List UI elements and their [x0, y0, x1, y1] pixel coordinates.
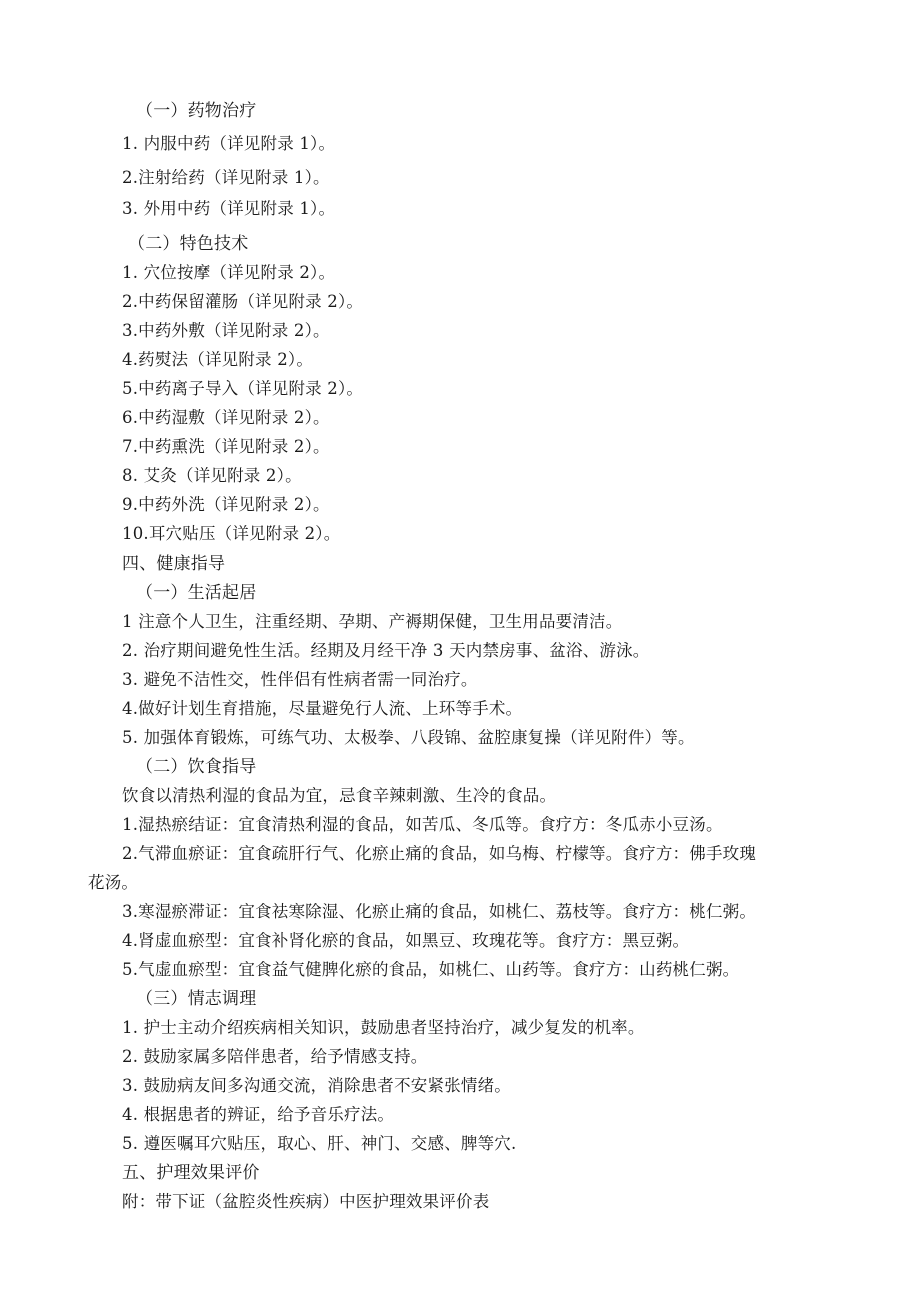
list-item: 6.中药湿敷（详见附录 2）。 — [122, 408, 330, 427]
subheading-emotional-care: （三）情志调理 — [136, 989, 257, 1009]
subheading-special-techniques: （二）特色技术 — [128, 234, 249, 254]
list-item: 4.药熨法（详见附录 2）。 — [122, 350, 314, 369]
list-item: 5. 遵医嘱耳穴贴压，取心、肝、神门、交感、脾等穴. — [122, 1134, 517, 1153]
list-item: 3.中药外敷（详见附录 2）。 — [122, 321, 330, 340]
subheading-daily-life: （一）生活起居 — [136, 583, 257, 603]
list-item-continuation: 花汤。 — [88, 873, 139, 892]
list-item: 5.气虚血瘀型：宜食益气健脾化瘀的食品，如桃仁、山药等。食疗方：山药桃仁粥。 — [122, 960, 740, 979]
list-item: 3. 避免不洁性交，性伴侣有性病者需一同治疗。 — [122, 670, 478, 689]
section-heading-nursing-evaluation: 五、护理效果评价 — [122, 1163, 260, 1183]
list-item: 1. 穴位按摩（详见附录 2）。 — [122, 263, 336, 282]
paragraph: 饮食以清热利湿的食品为宜，忌食辛辣刺激、生冷的食品。 — [122, 786, 557, 805]
list-item: 2. 鼓励家属多陪伴患者，给予情感支持。 — [122, 1047, 428, 1066]
list-item: 2.中药保留灌肠（详见附录 2）。 — [122, 292, 364, 311]
list-item: 2.气滞血瘀证：宜食疏肝行气、化瘀止痛的食品，如乌梅、柠檬等。食疗方：佛手玫瑰 — [122, 844, 757, 863]
list-item: 1 注意个人卫生，注重经期、孕期、产褥期保健，卫生用品要清洁。 — [122, 612, 623, 631]
list-item: 8. 艾灸（详见附录 2）。 — [122, 466, 302, 485]
list-item: 5. 加强体育锻炼，可练气功、太极拳、八段锦、盆腔康复操（详见附件）等。 — [122, 728, 695, 747]
list-item: 10.耳穴贴压（详见附录 2）。 — [122, 524, 341, 543]
list-item: 5.中药离子导入（详见附录 2）。 — [122, 379, 364, 398]
list-item: 3.寒湿瘀滞证：宜食祛寒除湿、化瘀止痛的食品，如桃仁、荔枝等。食疗方：桃仁粥。 — [122, 902, 757, 921]
list-item: 3. 外用中药（详见附录 1）。 — [122, 199, 336, 218]
list-item: 7.中药熏洗（详见附录 2）。 — [122, 437, 330, 456]
subheading-diet-guidance: （二）饮食指导 — [136, 757, 257, 777]
list-item: 4.做好计划生育措施，尽量避免行人流、上环等手术。 — [122, 699, 523, 718]
list-item: 9.中药外洗（详见附录 2）。 — [122, 495, 330, 514]
list-item: 4. 根据患者的辨证，给予音乐疗法。 — [122, 1105, 395, 1124]
list-item: 1. 护士主动介绍疾病相关知识，鼓励患者坚持治疗，减少复发的机率。 — [122, 1018, 645, 1037]
list-item: 4.肾虚血瘀型：宜食补肾化瘀的食品，如黑豆、玫瑰花等。食疗方：黑豆粥。 — [122, 931, 690, 950]
list-item: 2. 治疗期间避免性生活。经期及月经干净 3 天内禁房事、盆浴、游泳。 — [122, 641, 650, 660]
appendix-note: 附：带下证（盆腔炎性疾病）中医护理效果评价表 — [122, 1192, 490, 1211]
list-item: 3. 鼓励病友间多沟通交流，消除患者不安紧张情绪。 — [122, 1076, 511, 1095]
list-item: 1.湿热瘀结证：宜食清热利湿的食品，如苦瓜、冬瓜等。食疗方：冬瓜赤小豆汤。 — [122, 815, 723, 834]
section-heading-health-guidance: 四、健康指导 — [122, 554, 226, 574]
list-item: 1. 内服中药（详见附录 1）。 — [122, 134, 336, 153]
subheading-drug-therapy: （一）药物治疗 — [136, 101, 257, 121]
list-item: 2.注射给药（详见附录 1）。 — [122, 168, 330, 187]
